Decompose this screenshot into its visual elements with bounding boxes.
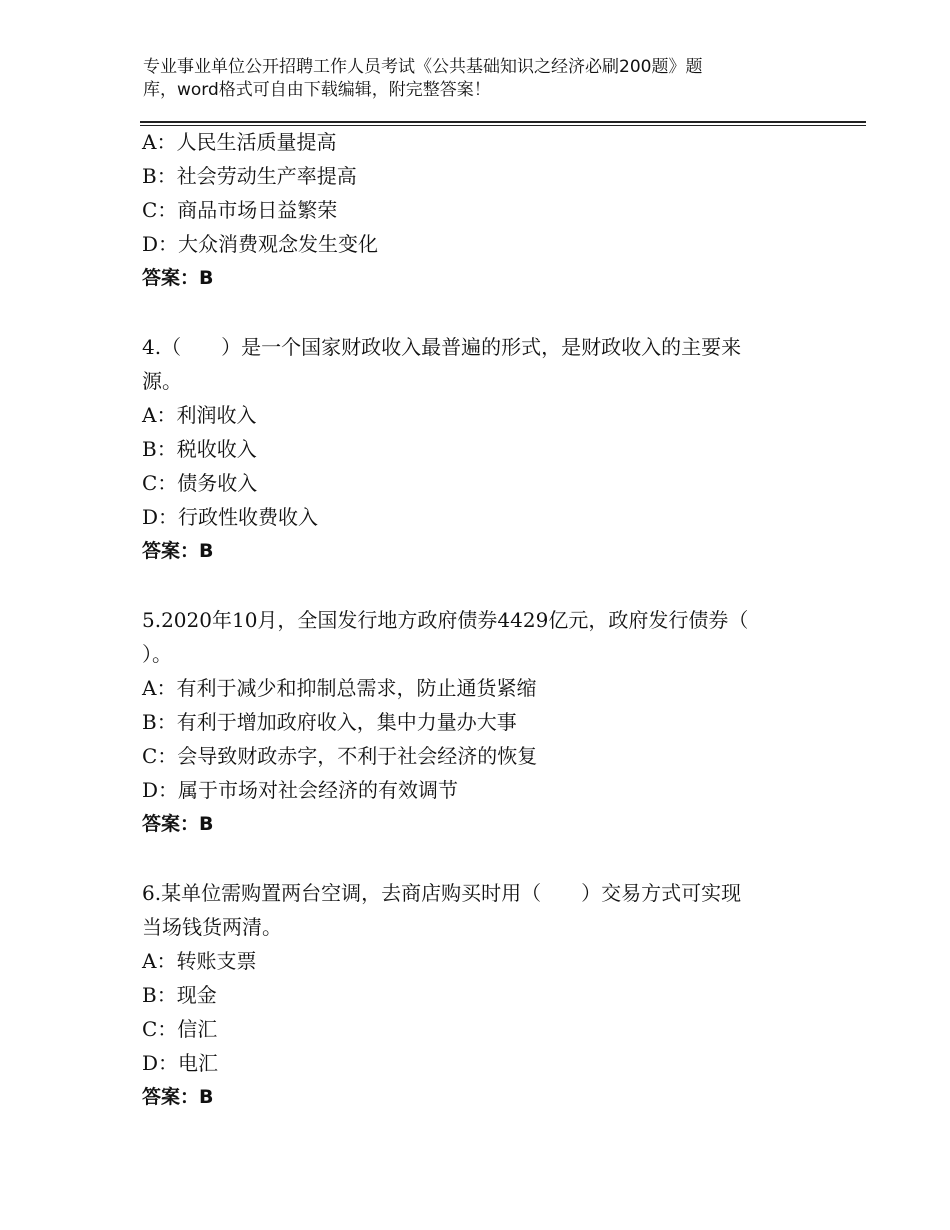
option-b: B：社会劳动生产率提高 (142, 164, 357, 188)
answer-label: 答案：B (142, 267, 214, 289)
option-d: D：行政性收费收入 (142, 505, 319, 529)
question-5 (142, 603, 822, 841)
header-title-line-2: 库，word格式可自由下载编辑，附完整答案！ (143, 80, 491, 100)
question-stem-line-2: 当场钱货两清。 (142, 915, 282, 939)
question-4 (142, 330, 822, 568)
spacer (142, 841, 822, 876)
option-a: A：有利于减少和抑制总需求，防止通货紧缩 (142, 676, 537, 700)
header-divider-thick (140, 121, 866, 123)
answer-label: 答案：B (142, 1086, 214, 1108)
option-c: C：会导致财政赤字，不利于社会经济的恢复 (142, 744, 538, 768)
option-d: D：属于市场对社会经济的有效调节 (142, 778, 459, 802)
option-b: B：现金 (142, 983, 217, 1007)
spacer (142, 295, 822, 330)
option-b: B：税收收入 (142, 437, 257, 461)
question-stem-line-1: 4.（ ）是一个国家财政收入最普遍的形式，是财政收入的主要来 (142, 335, 742, 359)
option-b: B：有利于增加政府收入，集中力量办大事 (142, 710, 517, 734)
question-3 (142, 125, 822, 295)
option-a: A：转账支票 (142, 949, 257, 973)
question-6 (142, 876, 822, 1114)
option-c: C：债务收入 (142, 471, 258, 495)
option-c: C：信汇 (142, 1017, 218, 1041)
option-d: D：电汇 (142, 1051, 219, 1075)
option-a: A：人民生活质量提高 (142, 130, 337, 154)
question-stem-line-1: 6.某单位需购置两台空调，去商店购买时用（ ）交易方式可实现 (142, 881, 742, 905)
question-stem-line-1: 5.2020年10月，全国发行地方政府债券4429亿元，政府发行债券（ (142, 608, 749, 632)
question-stem (142, 876, 822, 944)
question-stem (142, 603, 822, 671)
document-header (143, 56, 783, 102)
option-a: A：利润收入 (142, 403, 257, 427)
question-stem-line-2: 源。 (142, 369, 182, 393)
option-c: C：商品市场日益繁荣 (142, 198, 338, 222)
question-list (142, 125, 822, 1114)
option-d: D：大众消费观念发生变化 (142, 232, 379, 256)
spacer (142, 568, 822, 603)
header-title-line-1: 专业事业单位公开招聘工作人员考试《公共基础知识之经济必刷200题》题 (143, 57, 703, 77)
answer-label: 答案：B (142, 813, 214, 835)
question-stem-line-2: ）。 (142, 642, 172, 666)
answer-label: 答案：B (142, 540, 214, 562)
question-stem (142, 330, 822, 398)
